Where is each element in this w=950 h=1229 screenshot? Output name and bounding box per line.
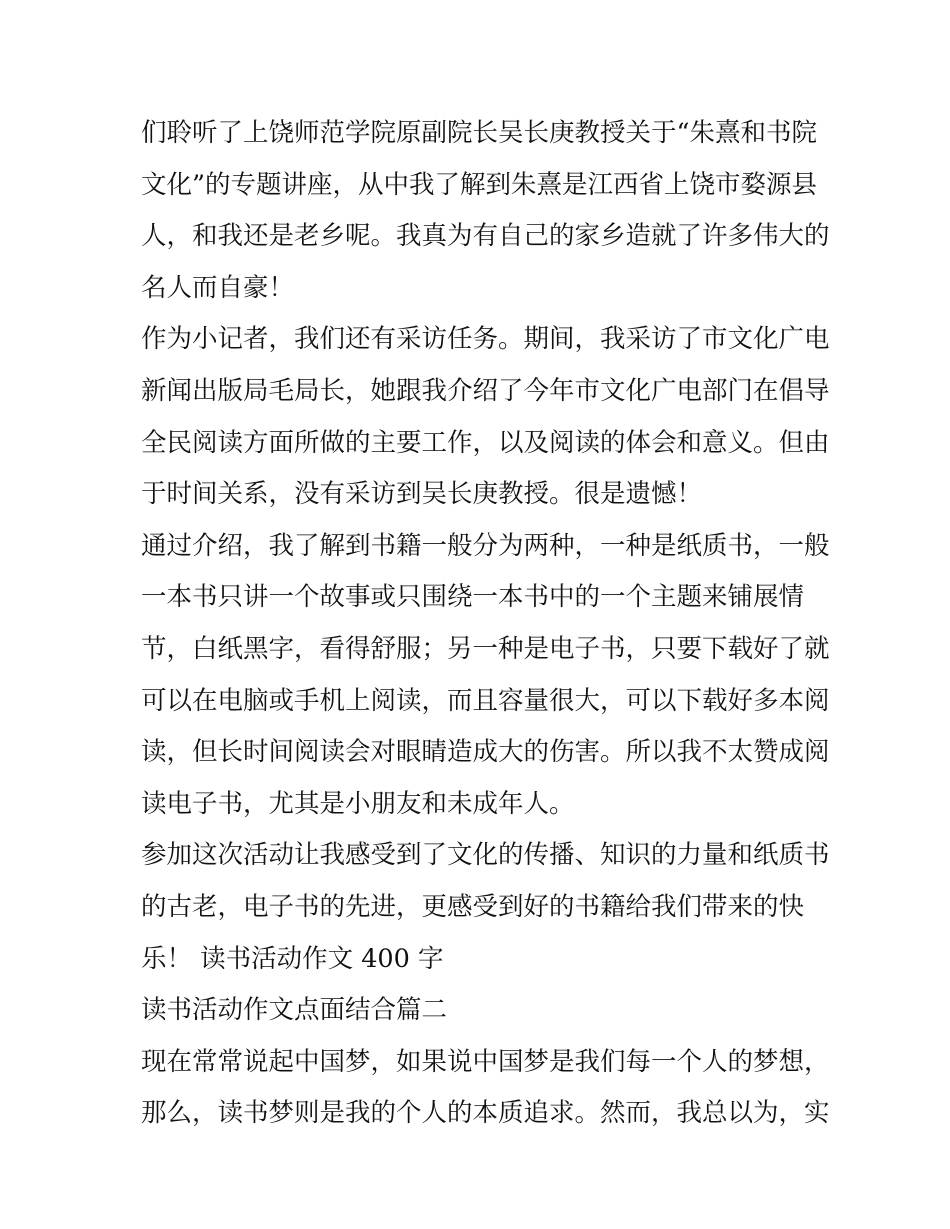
text-line: 通过介绍，我了解到书籍一般分为两种，一种是纸质书，一般 [141,530,830,561]
text-line: 读，但长时间阅读会对眼睛造成大的伤害。所以我不太赞成阅 [141,737,830,768]
text-line: 的古老，电子书的先进，更感受到好的书籍给我们带来的快 [141,891,805,922]
text-line: 可以在电脑或手机上阅读，而且容量很大，可以下载好多本阅 [141,685,830,716]
text-line: 于时间关系，没有采访到吴长庚教授。很是遗憾！ [141,479,703,510]
text-line: 人，和我还是老乡呢。我真为有自己的家乡造就了许多伟大的 [141,221,830,252]
text-line: 文化”的专题讲座，从中我了解到朱熹是江西省上饶市婺源县 [141,169,818,200]
text-line: 参加这次活动让我感受到了文化的传播、知识的力量和纸质书 [141,840,830,871]
text-line: 那么，读书梦则是我的个人的本质追求。然而，我总以为，实 [141,1098,830,1129]
text-line: 节，白纸黑字，看得舒服；另一种是电子书，只要下载好了就 [141,633,830,664]
text-line: 新闻出版局毛局长，她跟我介绍了今年市文化广电部门在倡导 [141,375,830,406]
text-line: 们聆听了上饶师范学院原副院长吴长庚教授关于“朱熹和书院 [141,118,818,148]
document-body [141,108,830,1140]
text-line: 乐！ 读书活动作文 400 字 [141,943,444,974]
text-line: 作为小记者，我们还有采访任务。期间，我采访了市文化广电 [141,324,830,355]
text-line: 现在常常说起中国梦，如果说中国梦是我们每一个人的梦想， [141,1046,830,1077]
text-line: 全民阅读方面所做的主要工作，以及阅读的体会和意义。但由 [141,427,830,458]
text-line: 名人而自豪！ [141,272,295,303]
text-line: 一本书只讲一个故事或只围绕一本书中的一个主题来铺展情 [141,582,805,613]
section-heading: 读书活动作文点面结合篇二 [141,995,448,1026]
text-line: 读电子书，尤其是小朋友和未成年人。 [141,788,575,819]
